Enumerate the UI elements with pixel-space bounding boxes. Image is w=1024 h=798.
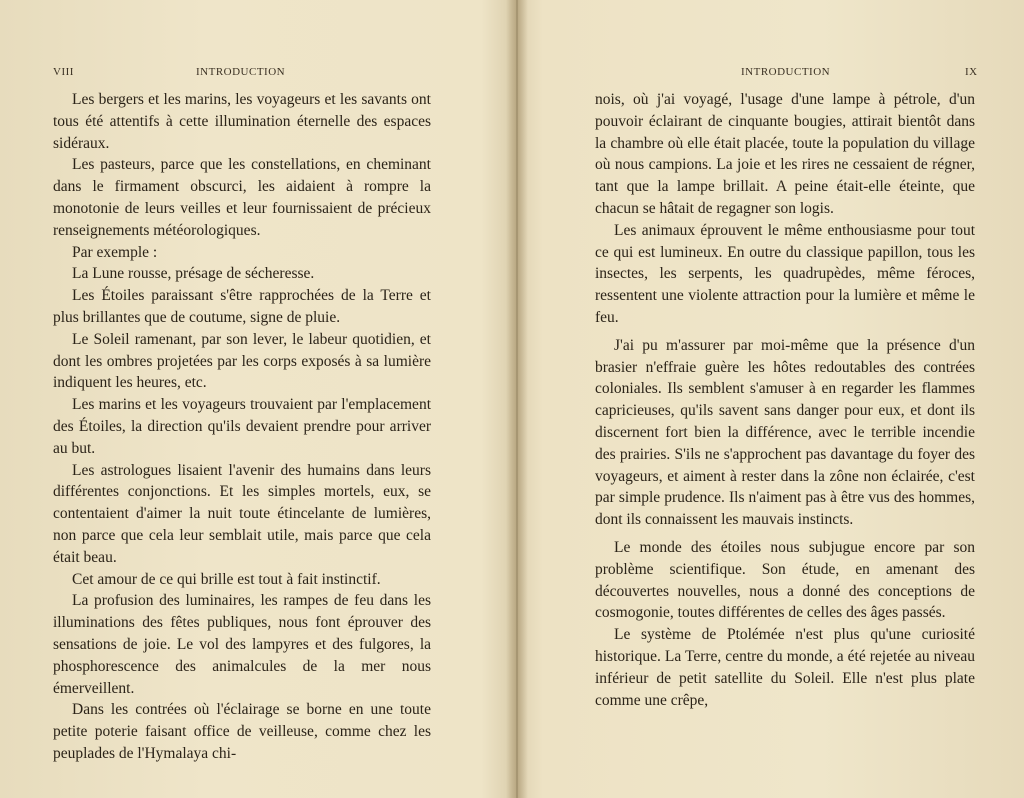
paragraph: Par exemple : <box>72 243 158 261</box>
paragraph: Les Étoiles paraissant s'être rapprochées de la Terre et plus brillantes que de coutume, signe de pluie. <box>53 287 431 326</box>
paragraph: Les astrologues lisaient l'avenir des humains dans leurs différentes conjonctions. Et les simples mortels, eux, se contentaient d'aimer la nuit toute étincelante de lumières, non parce que cela leur semblait utile, mais parce que cela était beau. <box>53 461 431 566</box>
paragraph: Le monde des étoiles nous subjugue encore par son problème scientifique. Son étude, en amenant des découvertes nouvelles, nous a donné des conceptions de cosmogonie, toutes différentes de celles des âges passés. <box>595 538 975 622</box>
paragraph: La Lune rousse, présage de sécheresse. <box>72 265 315 283</box>
left-page-number: VIII <box>53 66 74 78</box>
paragraph: J'ai pu m'assurer par moi-même que la présence d'un brasier n'effraie guère les hôtes redoutables des contrées coloniales. Ils semblent s'amuser à en regarder les flammes capricieuses, qu'ils savent sans danger pour eux, et dont ils discernent fort bien la différence, avec le terrible incendie des prairies. S'ils ne s'approchent pas davantage du foyer des voyageurs, et aiment à rester dans la zône non éclairée, c'est par simple prudence. Ils n'aiment pas à être vus des hommes, dont ils connaissent les mauvais instincts. <box>595 336 975 529</box>
paragraph: Cet amour de ce qui brille est tout à fait instinctif. <box>72 570 381 588</box>
paragraph: Le Soleil ramenant, par son lever, le labeur quotidien, et dont les ombres projetées par les corps exposés à sa lumière indiquent les heures, etc. <box>53 330 431 392</box>
paragraph: nois, où j'ai voyagé, l'usage d'une lampe à pétrole, d'un pouvoir éclairant de cinquante bougies, attirait bientôt dans la chambre où elle était placée, toute la population du village où nous campions. La joie et les rires ne cessaient de régner, tant que la lampe brillait. A peine était-elle éteinte, que chacun se hâtait de regagner son logis. <box>595 91 975 217</box>
right-running-head: INTRODUCTION <box>741 66 831 78</box>
paragraph: Les marins et les voyageurs trouvaient par l'emplacement des Étoiles, la direction qu'ils devaient prendre pour arriver au but. <box>53 396 431 457</box>
right-page <box>512 0 1024 798</box>
paragraph: Les animaux éprouvent le même enthousiasme pour tout ce qui est lumineux. En outre du classique papillon, tous les insectes, les serpents, les quadrupèdes, même féroces, ressentent une violente attraction pour la lumière et même le feu. <box>595 221 975 326</box>
left-running-head: INTRODUCTION <box>196 66 286 78</box>
right-page-number: IX <box>965 66 978 78</box>
paragraph: Le système de Ptolémée n'est plus qu'une curiosité historique. La Terre, centre du monde, a été rejetée au niveau inférieur de petit satellite du Soleil. Elle n'est plus plate comme une crêpe, <box>595 626 975 709</box>
paragraph: Dans les contrées où l'éclairage se borne en une toute petite poterie faisant office de veilleuse, comme chez les peuplades de l'Hymalaya chi- <box>53 701 431 762</box>
paragraph: La profusion des luminaires, les rampes de feu dans les illuminations des fêtes publiques, nous font éprouver des sensations de joie. Le vol des lampyres et des fulgores, la phosphorescence des animalcules de la mer nous émerveillent. <box>53 592 431 697</box>
left-page-text <box>53 89 431 765</box>
paragraph: Les bergers et les marins, les voyageurs et les savants ont tous été attentifs à cette illumination éternelle des espaces sidéraux. <box>53 91 431 152</box>
right-page-text <box>595 89 975 711</box>
paragraph: Les pasteurs, parce que les constellations, en cheminant dans le firmament obscurci, les aidaient à rompre la monotonie de leurs veilles et leur fournissaient de précieux renseignements météorologiques. <box>53 156 431 239</box>
